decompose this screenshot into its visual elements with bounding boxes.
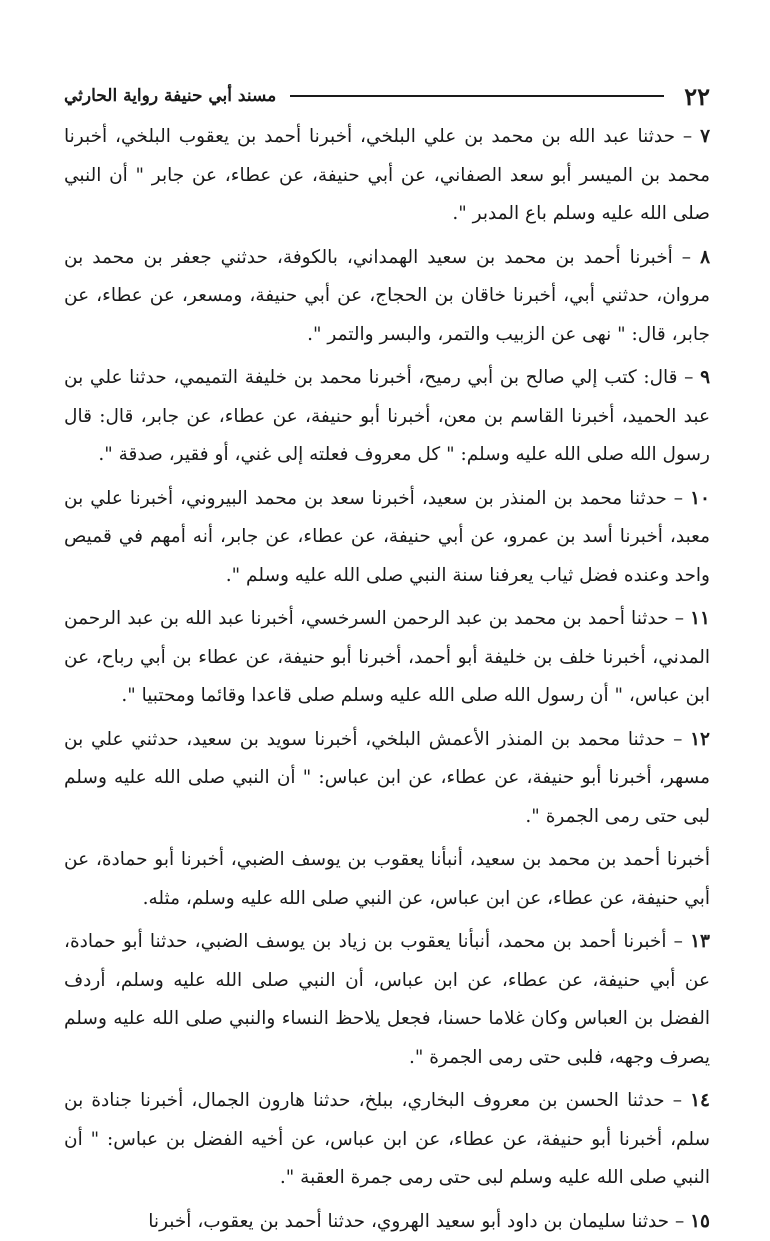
hadith-paragraph xyxy=(64,721,710,837)
hadith-text: – حدثنا الحسن بن معروف البخاري، ببلخ، حدثنا هارون الجمال، أخبرنا جنادة بن سلم، أخبرنا أبو حنيفة، عن عطاء، عن ابن عباس، عن أخيه الفضل بن عباس: " أن النبي صلى الله عليه وسلم لبى حتى رمى جمرة العقبة ". xyxy=(64,1090,710,1188)
hadith-number: ٧ xyxy=(700,126,710,147)
hadith-text-body xyxy=(64,118,710,1241)
hadith-paragraph xyxy=(64,841,710,918)
hadith-text: – حدثنا محمد بن المنذر الأعمش البلخي، أخبرنا سويد بن سعيد، حدثني علي بن مسهر، أخبرنا أبو حنيفة، عن عطاء، عن ابن عباس: " أن النبي صلى الله عليه وسلم لبى حتى رمى الجمرة ". xyxy=(64,729,710,827)
hadith-number: ١٥ xyxy=(690,1211,710,1232)
hadith-number: ١٤ xyxy=(690,1090,710,1111)
hadith-text: – حدثنا محمد بن المنذر بن سعيد، أخبرنا سعد بن محمد البيروني، أخبرنا علي بن معبد، أخبرنا أسد بن عمرو، عن أبي حنيفة، عن عطاء، عن جابر، أنه أمهم في قميص واحد وعنده فضل ثياب يعرفنا سنة النبي صلى الله عليه وسلم ". xyxy=(64,488,710,586)
hadith-text: – أخبرنا أحمد بن محمد، أنبأنا يعقوب بن زياد بن يوسف الضبي، حدثنا أبو حمادة، عن أبي حنيفة، عن عطاء، عن ابن عباس، أن النبي صلى الله عليه وسلم، أردف الفضل بن العباس وكان غلاما حسنا، فجعل يلاحظ النساء والنبي صلى الله عليه وسلم يصرف وجهه، فلبى حتى رمى الجمرة ". xyxy=(64,931,710,1068)
hadith-number: ٨ xyxy=(700,247,710,268)
hadith-number: ١٠ xyxy=(690,488,710,509)
hadith-paragraph xyxy=(64,600,710,716)
page-number: ٢٢ xyxy=(684,82,710,111)
hadith-paragraph xyxy=(64,480,710,596)
book-title: مسند أبي حنيفة رواية الحارثي xyxy=(64,86,276,106)
hadith-paragraph xyxy=(64,118,710,234)
hadith-text: – حدثنا أحمد بن محمد بن عبد الرحمن السرخسي، أخبرنا عبد الله بن عبد الرحمن المدني، أخبرنا خلف بن خليفة أبو أحمد، أخبرنا أبو حنيفة، عن عطاء بن أبي رباح، عن ابن عباس، " أن رسول الله صلى الله عليه وسلم صلى قاعدا وقائما ومحتبيا ". xyxy=(64,608,710,706)
hadith-number: ٩ xyxy=(700,367,710,388)
hadith-text: – أخبرنا أحمد بن محمد بن سعيد الهمداني، بالكوفة، حدثني جعفر بن محمد بن مروان، حدثني أبي، أخبرنا خاقان بن الحجاج، عن أبي حنيفة، ومسعر، عن عطاء، عن جابر، قال: " نهى عن الزبيب والتمر، والبسر والتمر ". xyxy=(64,247,710,345)
hadith-text: – حدثنا عبد الله بن محمد بن علي البلخي، أخبرنا أحمد بن يعقوب البلخي، أخبرنا محمد بن الميسر أبو سعد الصفاني، عن أبي حنيفة، عن عطاء، عن جابر " أن النبي صلى الله عليه وسلم باع المدبر ". xyxy=(64,126,710,224)
hadith-number: ١٣ xyxy=(690,931,710,952)
hadith-text: – قال: كتب إلي صالح بن أبي رميح، أخبرنا محمد بن خليفة التميمي، حدثنا علي بن عبد الحميد، أخبرنا القاسم بن معن، أخبرنا أبو حنيفة، عن عطاء، عن جابر، قال: قال رسول الله صلى الله عليه وسلم: " كل معروف فعلته إلى غني، أو فقير، صدقة ". xyxy=(64,367,710,465)
hadith-paragraph xyxy=(64,923,710,1077)
hadith-text: – حدثنا سليمان بن داود أبو سعيد الهروي، حدثنا أحمد بن يعقوب، أخبرنا xyxy=(148,1211,690,1232)
header-rule xyxy=(290,95,664,97)
hadith-number: ١٢ xyxy=(690,729,710,750)
hadith-text: أخبرنا أحمد بن محمد بن سعيد، أنبأنا يعقوب بن يوسف الضبي، أخبرنا أبو حمادة، عن أبي حنيفة، عن عطاء، عن ابن عباس، عن النبي صلى الله عليه وسلم، مثله. xyxy=(64,849,710,909)
hadith-paragraph xyxy=(64,239,710,355)
hadith-number: ١١ xyxy=(690,608,710,629)
running-header xyxy=(64,78,710,114)
hadith-paragraph xyxy=(64,1082,710,1198)
hadith-paragraph xyxy=(64,359,710,475)
hadith-paragraph xyxy=(64,1203,710,1241)
